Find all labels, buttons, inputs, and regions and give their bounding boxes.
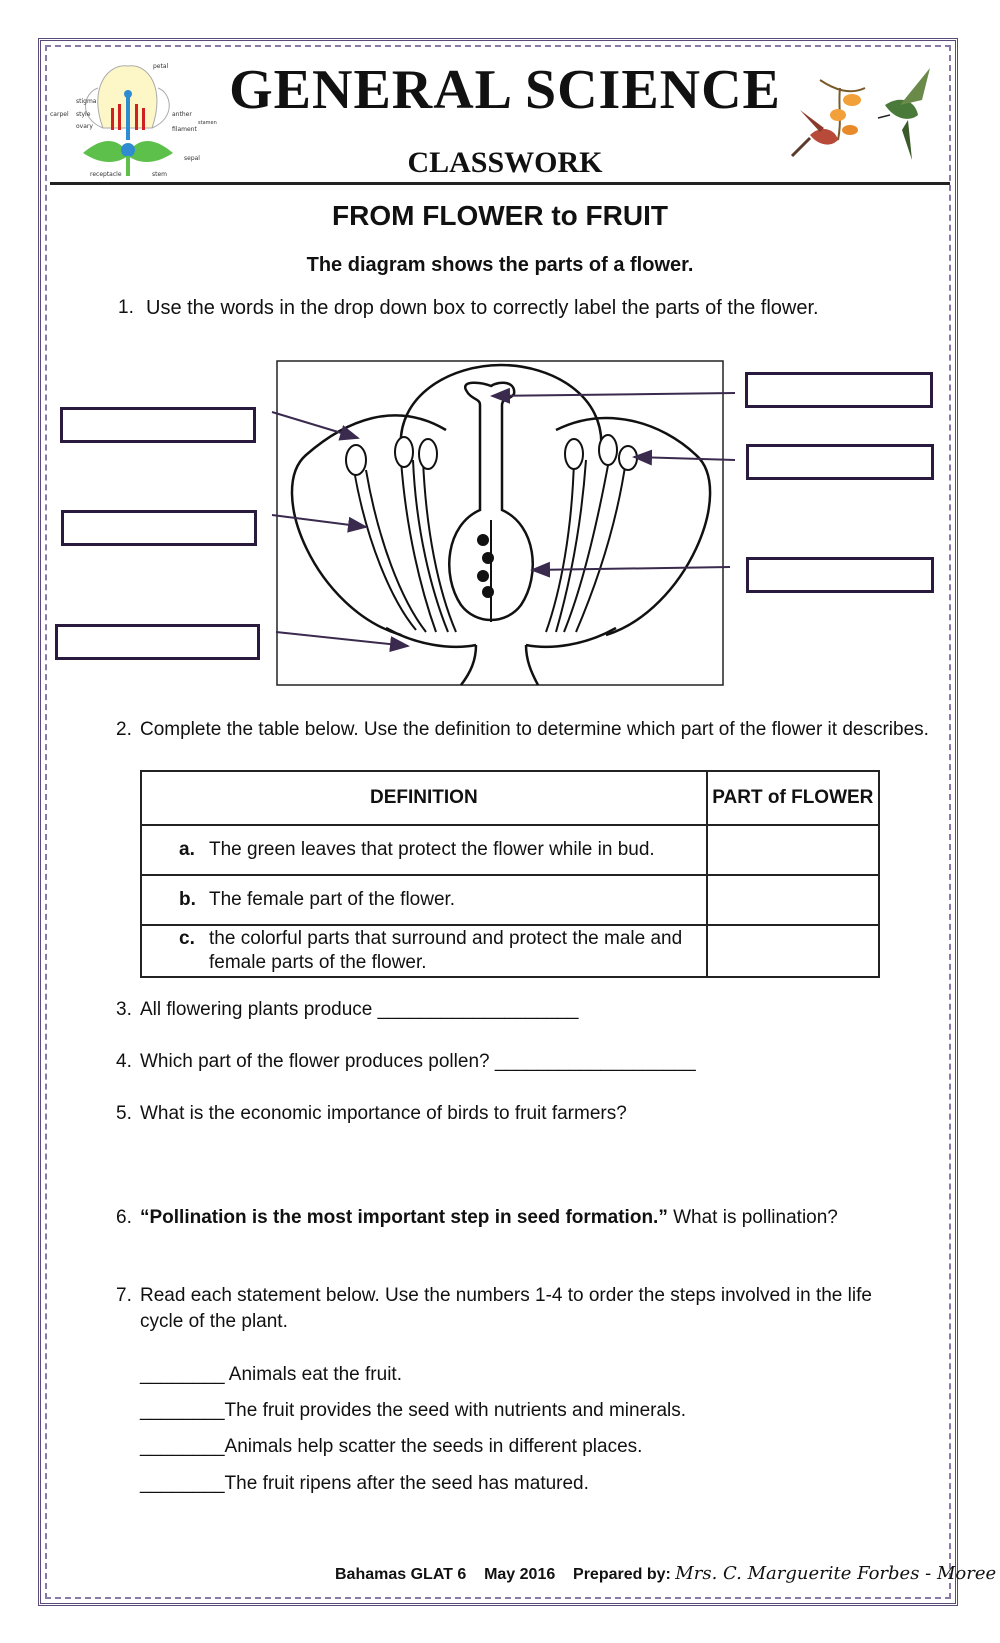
flower-parts-logo (48, 58, 217, 180)
step-text: The fruit ripens after the seed has matured. (224, 1473, 589, 1494)
table-row (141, 925, 879, 977)
label-box-anther[interactable] (746, 444, 934, 480)
q4-text[interactable]: Which part of the flower produces pollen? ___________________ (140, 1051, 696, 1072)
q1-number: 1. (118, 297, 134, 318)
svg-text:anther: anther (172, 111, 192, 118)
step-item (140, 1362, 402, 1388)
q3-number: 3. (116, 999, 132, 1020)
step-text: Animals help scatter the seeds in different places. (224, 1436, 643, 1457)
step-text: Animals eat the fruit. (224, 1364, 402, 1385)
label-box-stigma[interactable] (745, 372, 933, 408)
label-box-filament[interactable] (61, 510, 257, 546)
table-header-row (141, 771, 879, 825)
step-item (140, 1398, 686, 1424)
definition-cell (141, 825, 707, 875)
svg-text:filament: filament (172, 126, 197, 133)
section-title: FROM FLOWER to FRUIT (332, 200, 668, 231)
q2-number: 2. (116, 719, 132, 740)
table-row (141, 825, 879, 875)
svg-text:stamen: stamen (198, 120, 217, 126)
answer-cell[interactable] (707, 875, 879, 925)
definition-text: The female part of the flower. (209, 889, 456, 910)
q7-text: Read each statement below. Use the numbers 1-4 to order the steps involved in the life cycle of the plant. (140, 1285, 872, 1332)
q5-text: What is the economic importance of birds to fruit farmers? (140, 1103, 627, 1124)
table-row (141, 875, 879, 925)
definition-table (140, 770, 880, 978)
q2-text: Complete the table below. Use the definition to determine which part of the flower it describes. (140, 719, 929, 740)
q1-text: Use the words in the drop down box to correctly label the parts of the flower. (146, 297, 819, 319)
step-text: The fruit provides the seed with nutrients and minerals. (224, 1400, 687, 1421)
svg-text:sepal: sepal (184, 155, 200, 162)
q6-number: 6. (116, 1207, 132, 1228)
svg-text:stigma: stigma (76, 98, 97, 105)
step-blank[interactable]: ________ (140, 1400, 225, 1421)
label-box-ovary[interactable] (746, 557, 934, 593)
svg-text:carpel: carpel (50, 111, 69, 118)
definition-cell (141, 925, 707, 977)
label-box-petal[interactable] (60, 407, 256, 443)
row-letter: c. (179, 928, 195, 949)
hummingbird-illustration (790, 60, 940, 178)
footer (335, 1563, 996, 1584)
q5-number: 5. (116, 1103, 132, 1124)
answer-cell[interactable] (707, 825, 879, 875)
logo-label-petal: petal (153, 63, 169, 70)
answer-cell[interactable] (707, 925, 879, 977)
footer-prepared-label: Prepared by: (573, 1566, 671, 1583)
q4-number: 4. (116, 1051, 132, 1072)
footer-source: Bahamas GLAT 6 (335, 1566, 467, 1583)
q3-text[interactable]: All flowering plants produce ___________________ (140, 999, 579, 1020)
header-divider (50, 182, 950, 185)
header-definition: DEFINITION (141, 771, 707, 825)
intro-text: The diagram shows the parts of a flower. (306, 254, 694, 276)
footer-author: Mrs. C. Marguerite Forbes - Moree (675, 1563, 997, 1584)
svg-text:style: style (76, 111, 91, 118)
svg-text:ovary: ovary (76, 123, 93, 130)
q6-quote: “Pollination is the most important step in seed formation.” (140, 1207, 668, 1228)
step-blank[interactable]: ________ (140, 1436, 225, 1457)
step-blank[interactable]: ________ (140, 1473, 225, 1494)
page-subtitle: CLASSWORK (407, 146, 603, 179)
step-item (140, 1434, 642, 1460)
row-letter: a. (179, 839, 195, 860)
definition-text: the colorful parts that surround and protect the male and female parts of the flower. (209, 928, 683, 973)
row-letter: b. (179, 889, 196, 910)
q7-number: 7. (116, 1285, 132, 1306)
definition-cell (141, 875, 707, 925)
step-blank[interactable]: ________ (140, 1364, 225, 1385)
footer-date: May 2016 (484, 1566, 556, 1583)
q6-question: What is pollination? (667, 1207, 838, 1228)
step-item (140, 1471, 589, 1497)
q6-text (140, 1205, 838, 1231)
label-box-sepal[interactable] (55, 624, 260, 660)
svg-text:stem: stem (152, 171, 168, 178)
svg-text:receptacle: receptacle (90, 171, 122, 178)
flower-diagram (276, 360, 724, 686)
definition-text: The green leaves that protect the flower while in bud. (209, 839, 655, 860)
header-part-of-flower: PART of FLOWER (707, 771, 879, 825)
page-title: GENERAL SCIENCE (229, 59, 781, 121)
